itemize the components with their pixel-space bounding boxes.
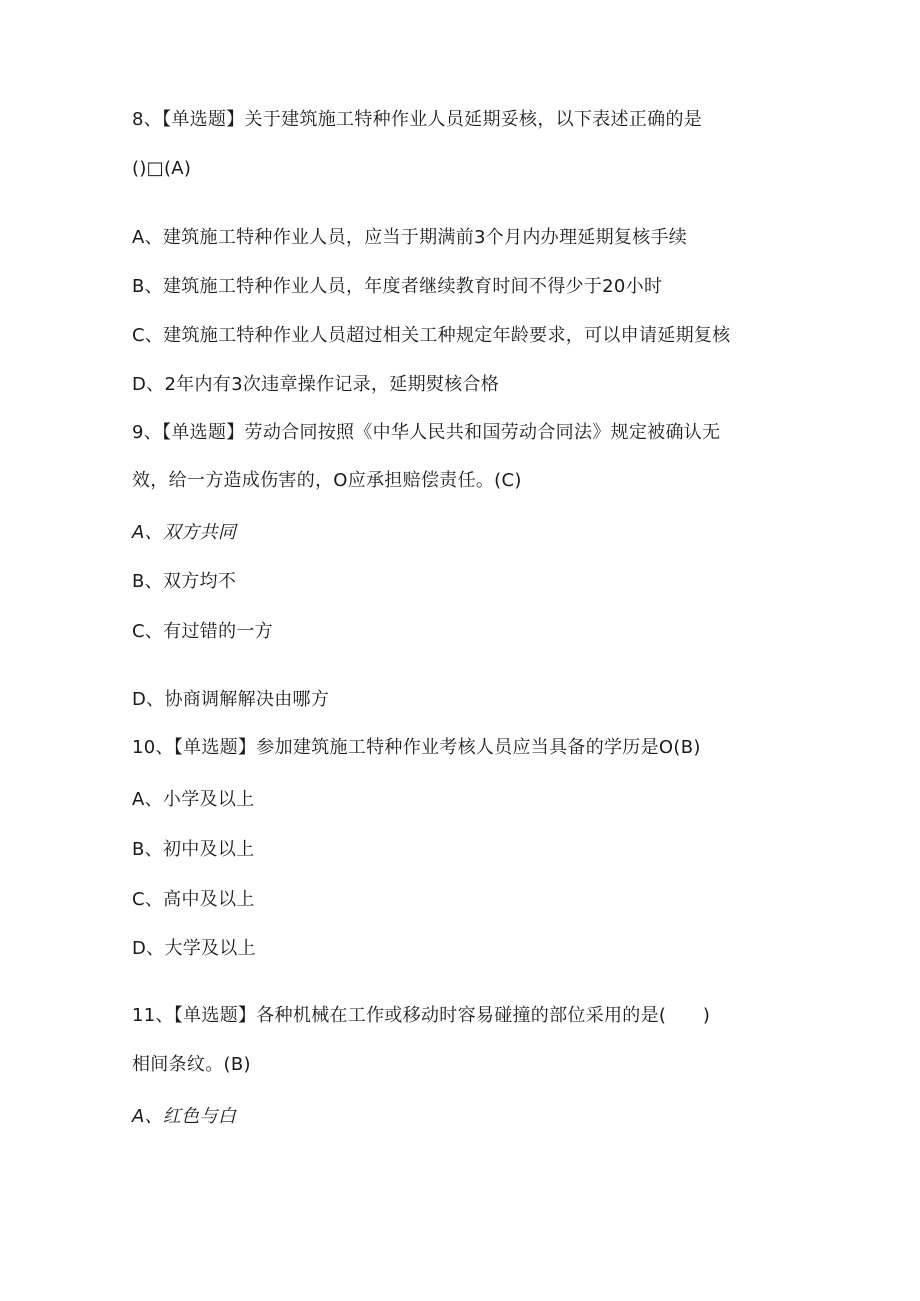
question-11-stem-line-1: 11、【单选题】各种机械在工作或移动时容易碰撞的部位采用的是( ) <box>132 1005 711 1026</box>
question-8-stem-line-2: ()□(A) <box>132 158 192 179</box>
question-10-option-b: B、初中及以上 <box>132 839 255 860</box>
question-8-option-d: D、2年内有3次违章操作记录，延期熨核合格 <box>132 374 500 395</box>
question-10-stem-line-1: 10、【单选题】参加建筑施工特种作业考核人员应当具备的学历是O(B) <box>132 737 701 758</box>
question-10-option-d: D、大学及以上 <box>132 938 256 959</box>
question-9-option-c: C、有过错的一方 <box>132 621 273 642</box>
question-10-option-a: A、小学及以上 <box>132 789 255 810</box>
question-9-option-a: A、双方共同 <box>132 522 237 543</box>
question-9-stem-line-2: 效，给一方造成伤害的，O应承担赔偿责任。(C) <box>132 470 522 491</box>
question-9-option-d: D、协商调解解决由哪方 <box>132 689 330 710</box>
question-10-option-c: C、高中及以上 <box>132 889 255 910</box>
question-9-option-b: B、双方均不 <box>132 571 237 592</box>
question-8-option-b: B、建筑施工特种作业人员，年度者继续教育时间不得少于20小时 <box>132 276 663 297</box>
question-8-stem-line-1: 8、【单选题】关于建筑施工特种作业人员延期妥核，以下表述正确的是 <box>132 109 703 130</box>
question-8-option-a: A、建筑施工特种作业人员，应当于期满前3个月内办理延期复核手续 <box>132 227 688 248</box>
question-8-option-c: C、建筑施工特种作业人员超过相关工种规定年龄要求，可以申请延期复核 <box>132 325 731 346</box>
question-11-stem-line-2: 相间条纹。(B) <box>132 1054 251 1075</box>
question-9-stem-line-1: 9、【单选题】劳动合同按照《中华人民共和国劳动合同法》规定被确认无 <box>132 422 721 443</box>
question-11-option-a: A、红色与白 <box>132 1106 237 1127</box>
